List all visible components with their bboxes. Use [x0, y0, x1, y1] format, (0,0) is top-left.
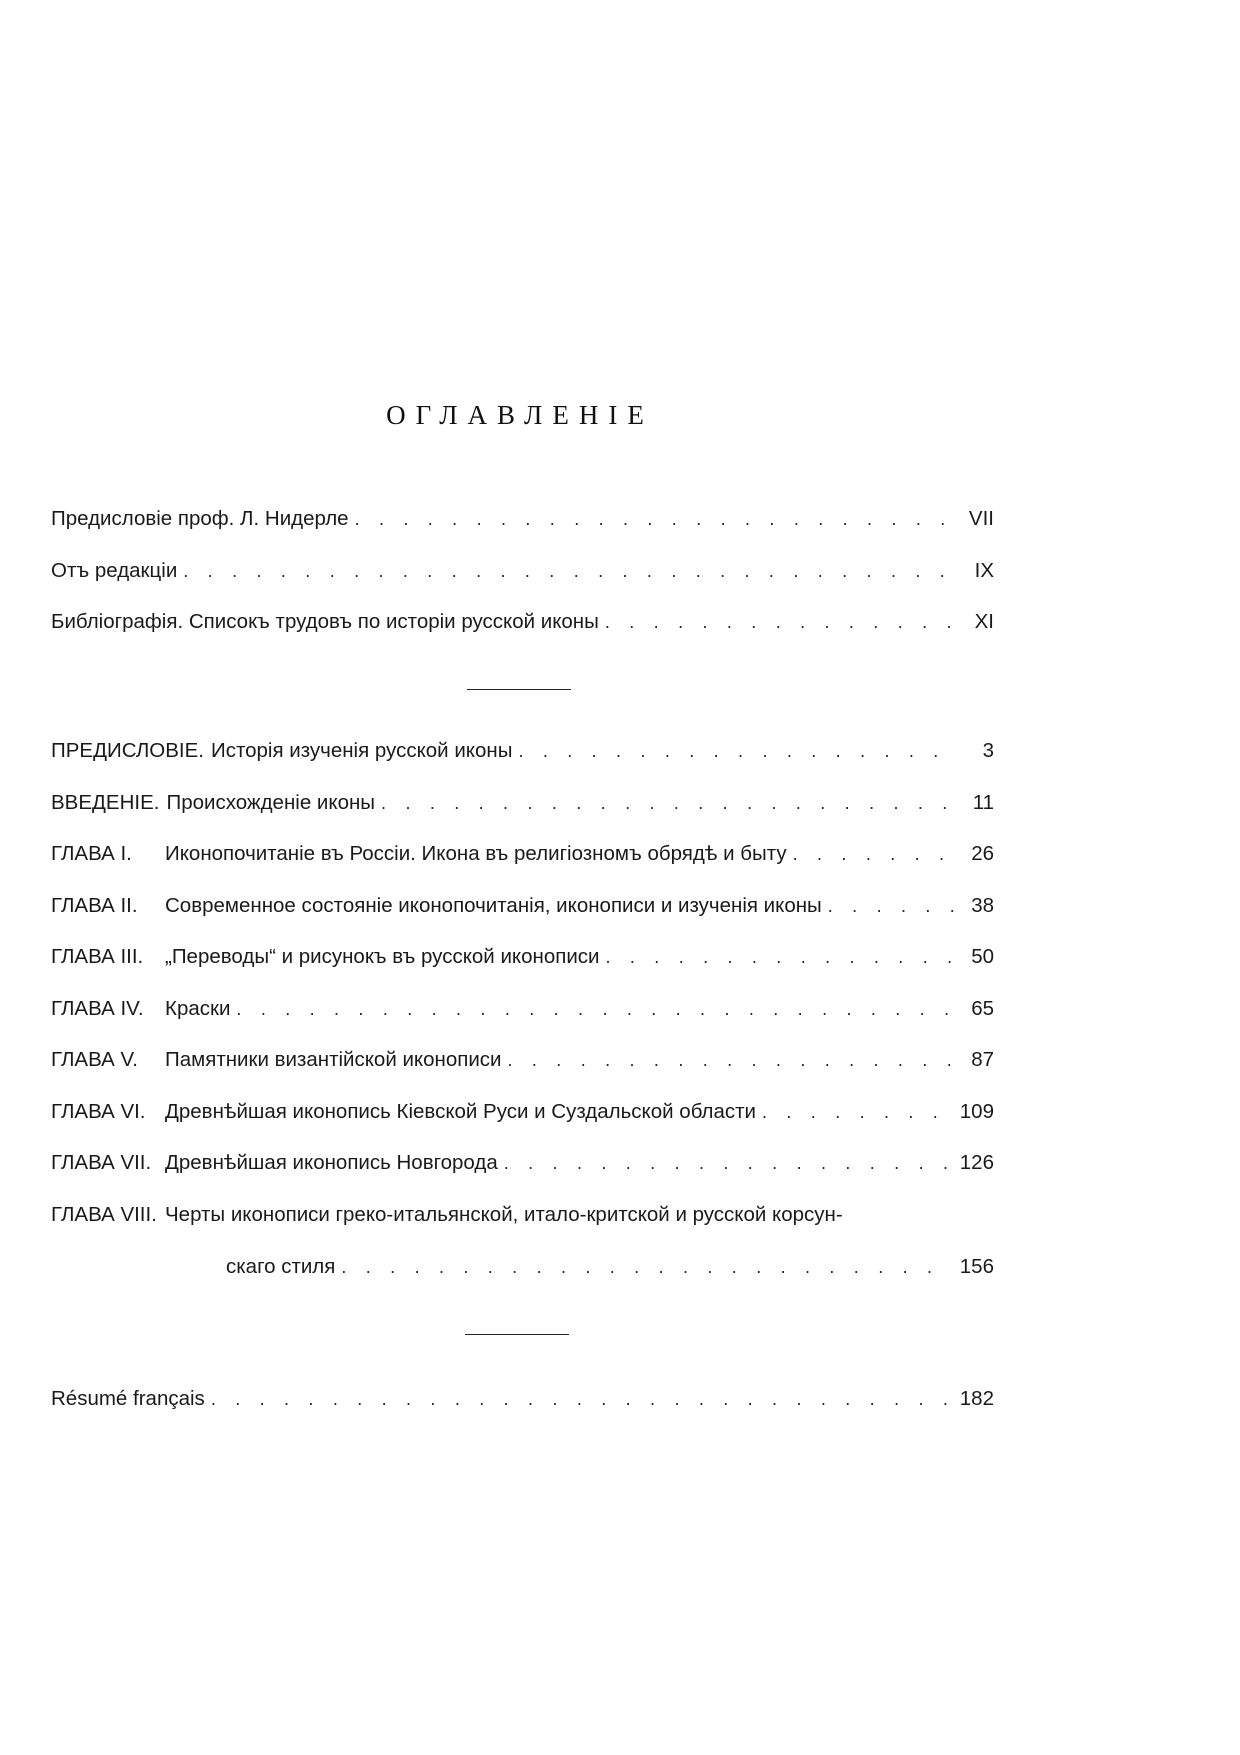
toc-entry-chapter-7[interactable]: [51, 1151, 994, 1181]
section-divider: [465, 1334, 569, 1335]
toc-entry-preface-niederle[interactable]: [51, 507, 994, 537]
page-title: ОГЛАВЛЕНІЕ: [386, 400, 654, 430]
dot-leader: [504, 1153, 952, 1174]
entry-title: Отъ редакціи: [51, 559, 178, 582]
entry-page: IX: [974, 559, 994, 582]
section-divider: [467, 689, 571, 690]
dot-leader: [605, 947, 956, 968]
dot-leader: [605, 612, 956, 633]
dot-leader: [183, 561, 956, 582]
entry-page: 3: [982, 739, 994, 762]
entry-page: 182: [959, 1387, 994, 1410]
toc-entry-editorial[interactable]: [51, 559, 994, 589]
dot-leader: [211, 1389, 952, 1410]
dot-leader: [793, 844, 956, 865]
toc-entry-introduction[interactable]: [51, 791, 994, 821]
toc-entry-resume[interactable]: [51, 1387, 994, 1417]
entry-page: XI: [974, 610, 994, 633]
entry-title: Исторія изученія русской иконы: [210, 739, 513, 762]
dot-leader: [236, 999, 956, 1020]
entry-page: 26: [971, 842, 994, 865]
dot-leader: [508, 1050, 957, 1071]
entry-title: Краски: [165, 997, 231, 1020]
entry-label: ГЛАВА VIII.: [51, 1203, 157, 1226]
dot-leader: [828, 896, 956, 917]
toc-entry-bibliography[interactable]: [51, 610, 994, 640]
entry-label: ГЛАВА III.: [51, 945, 144, 968]
entry-page: 50: [971, 945, 994, 968]
toc-entry-chapter-5[interactable]: [51, 1048, 994, 1078]
dot-leader: [762, 1102, 952, 1123]
entry-title: Иконопочитаніе въ Россіи. Икона въ религіозномъ обрядѣ и быту: [165, 842, 787, 865]
entry-page: VII: [968, 507, 994, 530]
entry-page: 126: [959, 1151, 994, 1174]
toc-entry-chapter-8[interactable]: [51, 1203, 994, 1233]
dot-leader: [341, 1257, 951, 1278]
entry-title: Résumé français: [51, 1387, 205, 1410]
entry-title: Древнѣйшая иконопись Новгорода: [165, 1151, 498, 1174]
entry-page: 65: [971, 997, 994, 1020]
entry-label: ГЛАВА VII.: [51, 1151, 152, 1174]
entry-title: Происхожденіе иконы: [166, 791, 376, 814]
toc-entry-chapter-3[interactable]: [51, 945, 994, 975]
entry-page: 11: [972, 791, 994, 814]
dot-leader: [381, 793, 956, 814]
dot-leader: [355, 509, 956, 530]
entry-title: Библіографія. Списокъ трудовъ по исторіи русской иконы: [51, 610, 599, 633]
entry-label: ГЛАВА V.: [51, 1048, 138, 1071]
toc-entry-chapter-2[interactable]: [51, 894, 994, 924]
entry-title: Современное состояніе иконопочитанія, иконописи и изученія иконы: [165, 894, 822, 917]
entry-page: 87: [971, 1048, 994, 1071]
entry-label: ГЛАВА VI.: [51, 1100, 146, 1123]
entry-title: Древнѣйшая иконопись Кіевской Руси и Суздальской области: [165, 1100, 756, 1123]
toc-entry-foreword[interactable]: [51, 739, 994, 769]
entry-label: ВВЕДЕНІЕ.: [51, 791, 160, 814]
entry-label: ГЛАВА I.: [51, 842, 132, 865]
entry-title: „Переводы“ и рисунокъ въ русской иконописи: [165, 945, 600, 968]
entry-label: ГЛАВА II.: [51, 894, 138, 917]
entry-page: 156: [959, 1255, 994, 1278]
entry-page: 38: [971, 894, 994, 917]
toc-entry-chapter-8-continued[interactable]: [51, 1255, 994, 1285]
entry-page: 109: [959, 1100, 994, 1123]
toc-entry-chapter-1[interactable]: [51, 842, 994, 872]
toc-entry-chapter-6[interactable]: [51, 1100, 994, 1130]
entry-label: ГЛАВА IV.: [51, 997, 144, 1020]
entry-title: Памятники византійской иконописи: [165, 1048, 502, 1071]
entry-title: Черты иконописи греко-итальянской, итало-критской и русской корсун-: [165, 1203, 843, 1226]
toc-entry-chapter-4[interactable]: [51, 997, 994, 1027]
dot-leader: [518, 741, 956, 762]
entry-title-continued: скаго стиля: [226, 1255, 336, 1278]
entry-label: ПРЕДИСЛОВІЕ.: [51, 739, 204, 762]
entry-title: Предисловіе проф. Л. Нидерле: [51, 507, 349, 530]
